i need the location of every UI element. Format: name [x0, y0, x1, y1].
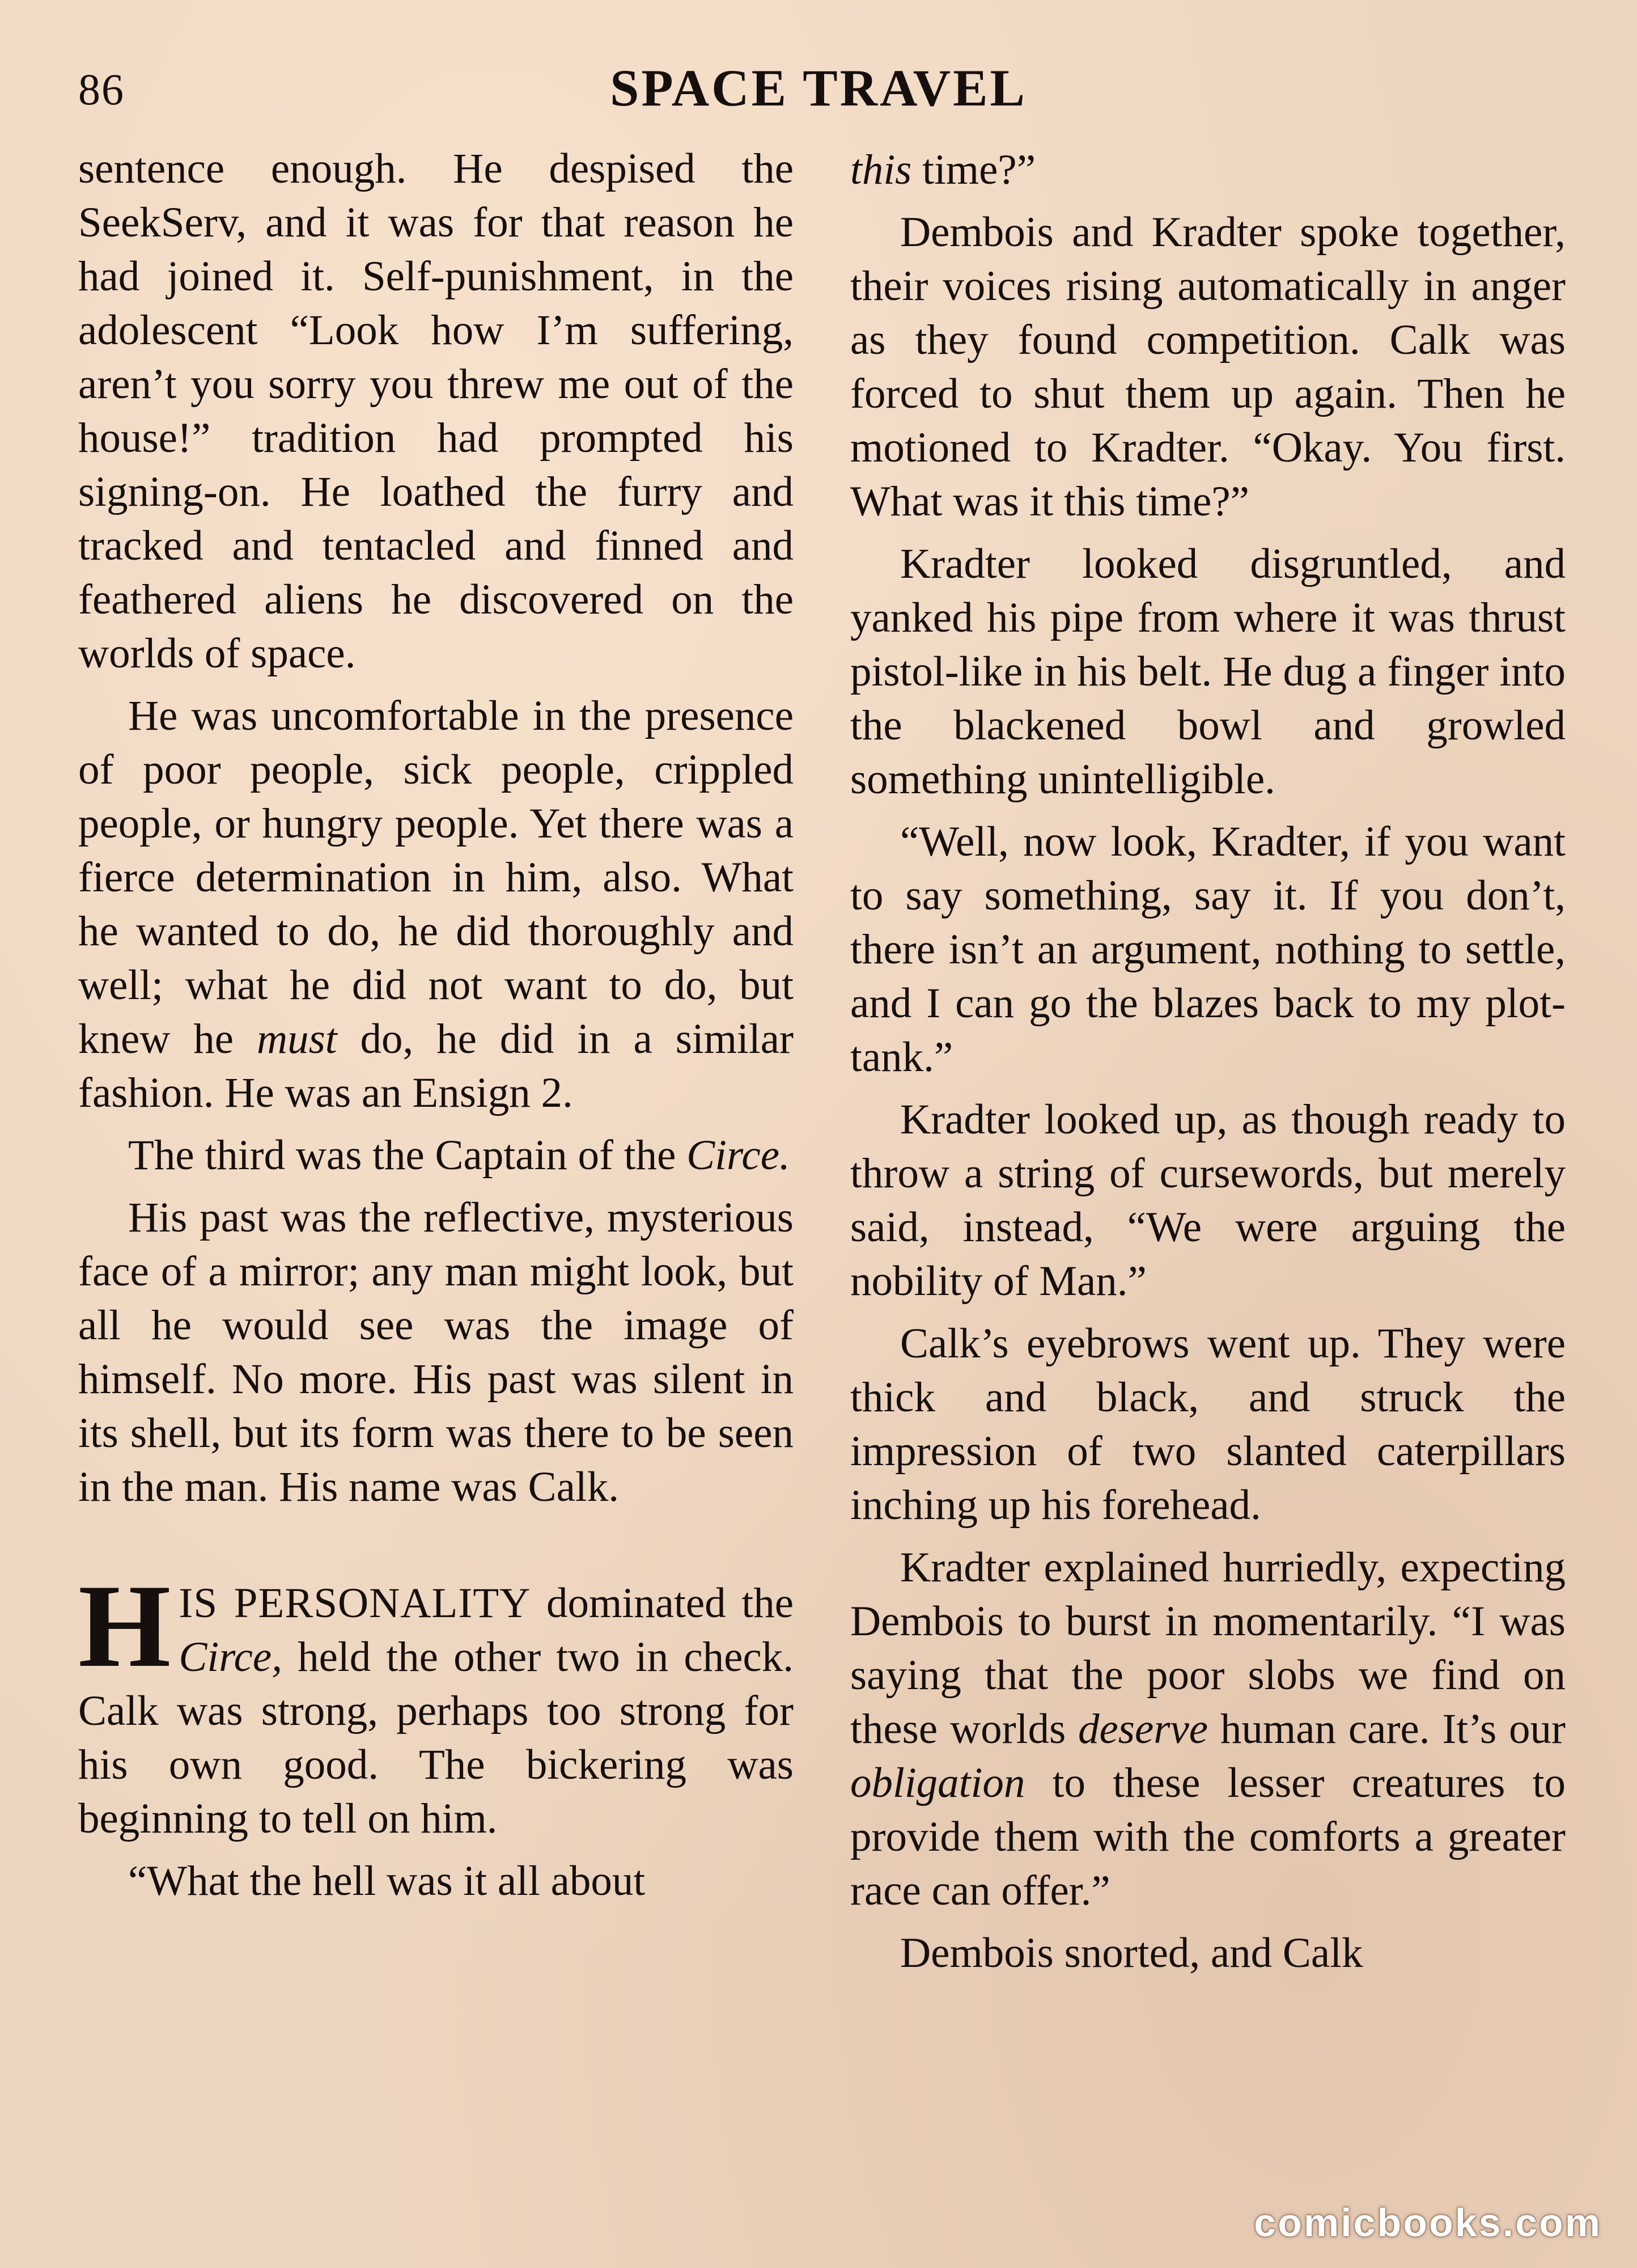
text-run: held the other two in check. Calk was strong, perhaps too strong for his own good. The bickering was beginning to tell on him. — [78, 1634, 794, 1842]
text-run: He was uncomfortable in the presence of poor people, sick people, crippled people, or hungry people. Yet there was a fierce determination in him, also. What he wanted to do, he did thoroughly and well; what he did not want to do, but knew he — [78, 692, 794, 1063]
emphasis: deserve — [1078, 1706, 1208, 1753]
paragraph: sentence enough. He despised the SeekServ, and it was for that reason he had joined it. Self-punishment, in the adolescent “Look how I’m suffering, aren’t you sorry you threw me out of the house!” tradition had prompted his signing-on. He loathed the furry and tracked and tentacled and finned and feathered aliens he discovered on the worlds of space. — [78, 145, 794, 677]
text-run: The third was the Captain of the — [128, 1132, 687, 1179]
paragraph: “What the hell was it all about — [128, 1857, 646, 1905]
site-watermark: comicbooks.com — [1254, 2201, 1602, 2245]
text-run: time?” — [911, 146, 1036, 193]
paragraph: Kradter looked disgruntled, and yanked his pipe from where it was thrust pistol-like in his belt. He dug a finger into the blackened bowl and growled something unintelligible. — [850, 540, 1566, 803]
emphasis: obligation — [850, 1759, 1025, 1806]
paragraph: Calk’s eyebrows went up. They were thick and black, and struck the impression of two slanted caterpillars inching up his forehead. — [850, 1320, 1566, 1529]
paragraph — [850, 1541, 1566, 1918]
text-run: dominated the — [531, 1580, 794, 1627]
emphasis: must — [256, 1015, 337, 1063]
running-head: SPACE TRAVEL — [610, 59, 1027, 117]
paragraph — [78, 689, 794, 1120]
text-run: do, he did in a similar fashion. He was an Ensign 2. — [78, 1015, 794, 1116]
paragraph: “Well, now look, Kradter, if you want to say something, say it. If you don’t, there isn’t an argument, nothing to settle, and I can go the blazes back to my plot-tank.” — [850, 818, 1566, 1081]
emphasis: this — [850, 146, 912, 193]
section-opening-paragraph — [78, 1560, 794, 1846]
drop-cap: H — [78, 1560, 171, 1692]
paragraph — [850, 143, 1566, 197]
page-number: 86 — [78, 65, 125, 114]
left-column — [78, 142, 794, 1908]
paragraph: Kradter looked up, as though ready to throw a string of cursewords, but merely said, instead, “We were arguing the nobility of Man.” — [850, 1096, 1566, 1305]
small-caps-lead: IS PERSONALITY — [179, 1580, 531, 1627]
paragraph: Dembois and Kradter spoke together, their voices rising automatically in anger as they found competition. Calk was forced to shut them up again. Then he motioned to Kradter. “Okay. You first. What was it this time?” — [850, 209, 1566, 525]
paragraph — [78, 1128, 794, 1182]
paragraph: Dembois snorted, and Calk — [900, 1930, 1363, 1977]
right-column — [850, 143, 1566, 1980]
ship-name: Circe. — [686, 1132, 790, 1179]
text-run: human care. It’s our — [1208, 1706, 1566, 1753]
ship-name: Circe, — [179, 1634, 282, 1681]
text-run: Kradter explained hurriedly, expecting Dembois to burst in momentarily. “I was saying that the poor slobs we find on these worlds — [850, 1544, 1566, 1753]
paragraph: His past was the reflective, mysterious face of a mirror; any man might look, but all he would see was the image of himself. No more. His past was silent in its shell, but its form was there to be seen in the man. His name was Calk. — [78, 1194, 794, 1510]
text-run: to these lesser creatures to provide them with the comforts a greater race can offer.” — [850, 1759, 1566, 1914]
